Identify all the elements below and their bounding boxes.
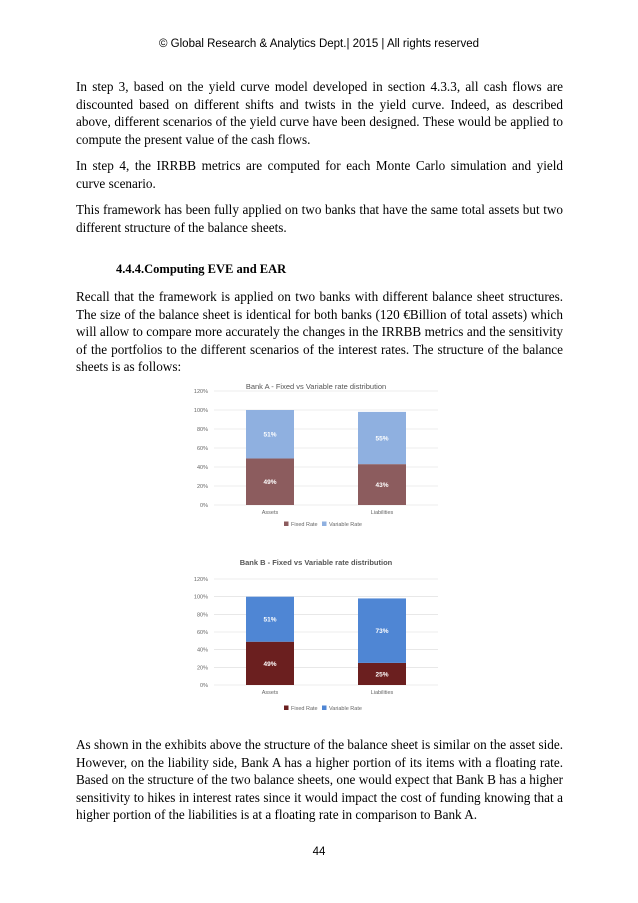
y-tick-label: 60% <box>196 630 208 636</box>
x-tick-label: Assets <box>261 690 279 696</box>
legend-swatch <box>322 522 327 527</box>
chart-bank-a <box>176 380 446 530</box>
paragraph-conclusion: As shown in the exhibits above the structure of the balance sheet is similar on the asset side. However, on the liability side, Bank A has a higher portion of its items with a floating rate. Based on the structure of the two balance sheets, one would expect that Bank B has a higher sensitivity to hikes in interest rates since it would impact the cost of funding knowing that a higher portion of the liabilities is at a floating rate in comparison to Bank A. <box>76 737 563 823</box>
y-tick-label: 100% <box>193 408 208 414</box>
chart-title: Bank A - Fixed vs Variable rate distribution <box>245 382 387 391</box>
data-label: 25% <box>375 671 389 679</box>
paragraph-step4: In step 4, the IRRBB metrics are computed for each Monte Carlo simulation and yield curve scenario. <box>76 158 563 191</box>
legend-label: Fixed Rate <box>291 522 318 528</box>
data-label: 43% <box>375 482 389 490</box>
paragraph-framework: This framework has been fully applied on two banks that have the same total assets but two different structure of the balance sheets. <box>76 202 563 235</box>
legend-swatch <box>284 522 289 527</box>
y-tick-label: 100% <box>193 594 208 601</box>
y-tick-label: 120% <box>193 577 208 583</box>
y-tick-label: 80% <box>196 427 208 433</box>
y-tick-label: 80% <box>196 612 208 619</box>
legend-label: Variable Rate <box>329 706 362 712</box>
page-header: © Global Research & Analytics Dept.| 2015 | All rights reserved <box>159 38 479 50</box>
y-tick-label: 20% <box>196 665 208 672</box>
x-tick-label: Liabilities <box>370 690 394 696</box>
y-tick-label: 60% <box>196 446 208 452</box>
paragraph-recall: Recall that the framework is applied on two banks with different balance sheet structures. The size of the balance sheet is identical for both banks (120 €Billion of total assets) which will allow to compare more accurately the changes in the IRRBB metrics and the sensitivity of the portfolios to the different scenarios of the interest rates. The structure of the balance sheets is as follows: <box>76 289 563 375</box>
y-tick-label: 120% <box>193 389 208 395</box>
legend-label: Variable Rate <box>329 522 362 528</box>
page-number: 44 <box>312 846 326 858</box>
y-tick-label: 0% <box>200 683 208 689</box>
y-tick-label: 0% <box>200 503 208 509</box>
paragraph-step3: In step 3, based on the yield curve model developed in section 4.3.3, all cash flows are discounted based on different shifts and twists in the yield curve. Indeed, as described above, different scenarios of the yield curve have been designed. These would be applied to compute the present value of the cash flows. <box>76 79 563 147</box>
data-label: 55% <box>375 435 389 443</box>
data-label: 51% <box>263 431 277 439</box>
y-tick-label: 20% <box>196 484 208 490</box>
chart-title: Bank B - Fixed vs Variable rate distribution <box>239 558 393 567</box>
data-label: 49% <box>263 660 277 668</box>
legend-swatch <box>284 706 289 711</box>
y-tick-label: 40% <box>196 647 208 654</box>
section-heading: 4.4.4.Computing EVE and EAR <box>116 262 287 276</box>
chart-bank-b <box>176 558 446 718</box>
x-tick-label: Assets <box>261 510 279 516</box>
data-label: 51% <box>263 616 277 624</box>
legend-swatch <box>322 706 327 711</box>
legend-label: Fixed Rate <box>291 706 318 712</box>
data-label: 73% <box>375 628 389 636</box>
y-tick-label: 40% <box>196 465 208 471</box>
bank-b-chart-svg <box>176 558 446 718</box>
x-tick-label: Liabilities <box>370 510 394 516</box>
bank-a-chart-svg <box>176 380 446 530</box>
data-label: 49% <box>263 479 277 487</box>
